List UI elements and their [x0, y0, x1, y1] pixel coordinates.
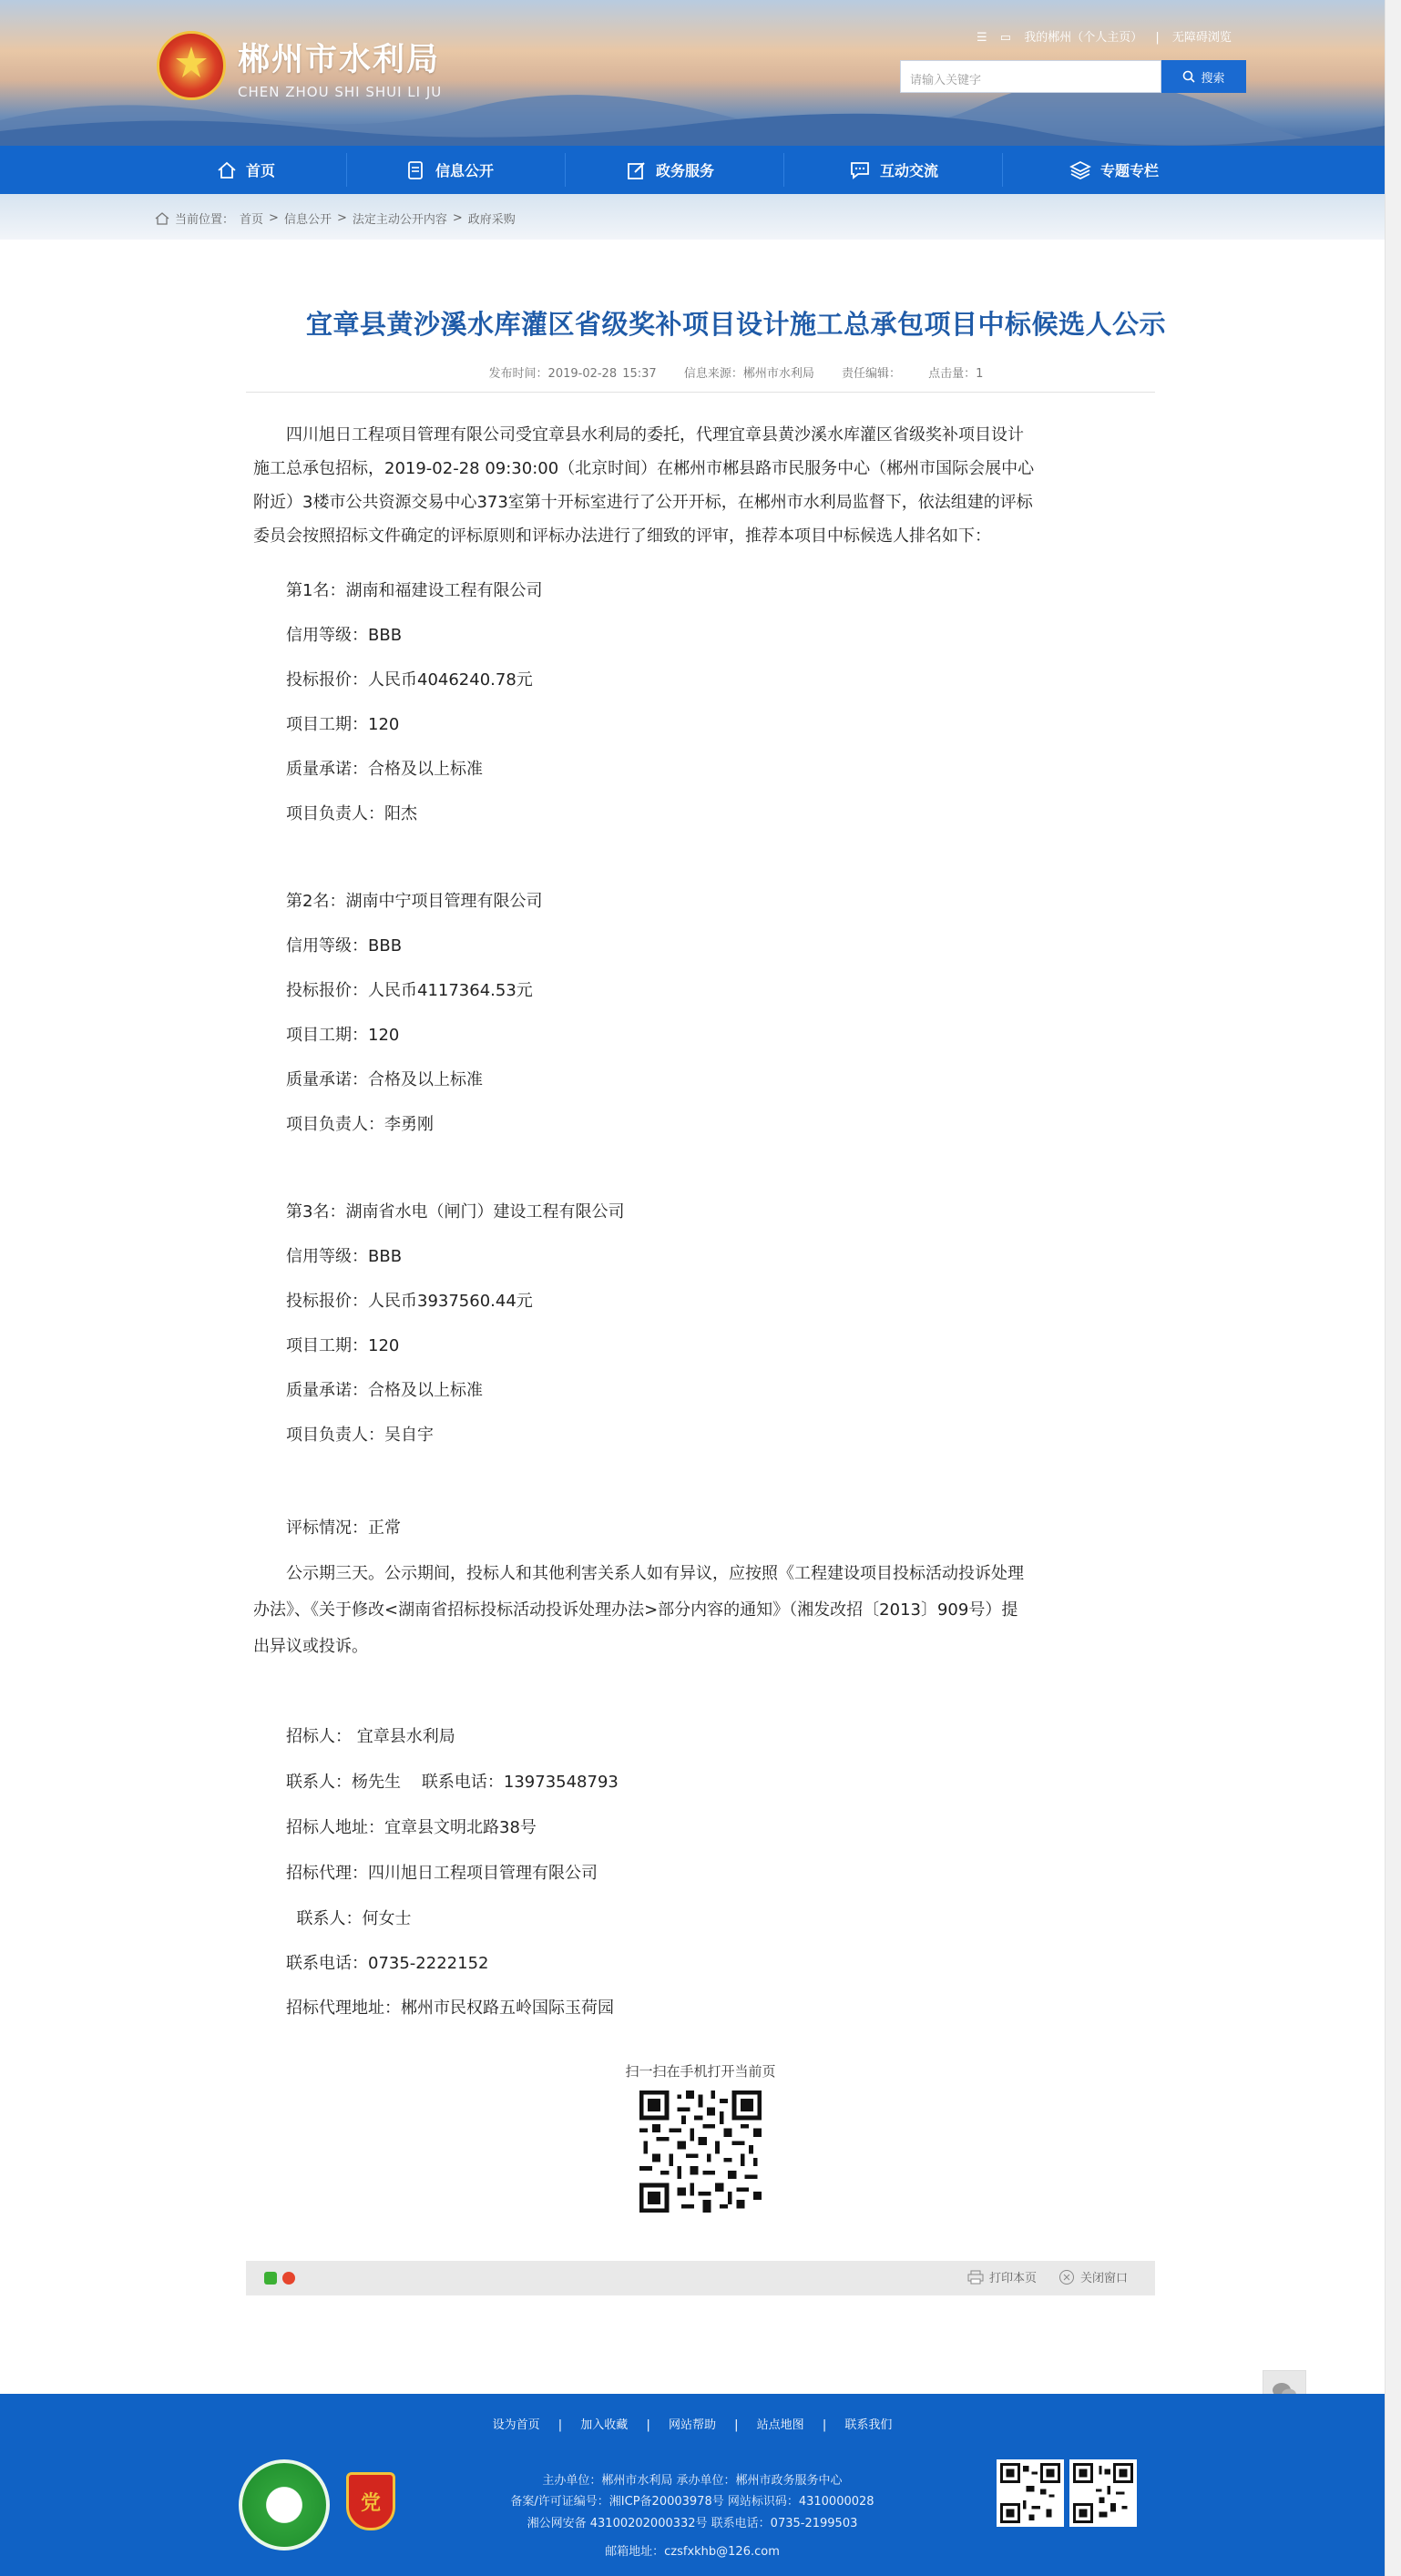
candidate-period: 项目工期：120 — [286, 1026, 400, 1045]
breadcrumb-info-public[interactable]: 信息公开 — [283, 213, 332, 227]
footer-link-contact[interactable]: 联系我们 — [844, 2418, 893, 2432]
breadcrumb-procurement[interactable]: 政府采购 — [467, 213, 516, 227]
printer-icon — [967, 2270, 984, 2285]
footer-link-sitemap[interactable]: 站点地图 — [756, 2418, 804, 2432]
candidate-price: 投标报价：人民币3937560.44元 — [286, 1292, 533, 1311]
layers-icon — [1069, 160, 1091, 180]
nav-special-topics-label: 专题专栏 — [1100, 162, 1160, 179]
candidate-credit: 信用等级：BBB — [286, 936, 403, 956]
contact-line: 招标代理地址：郴州市民权路五岭国际玉荷园 — [286, 1998, 614, 2018]
candidate-credit: 信用等级：BBB — [286, 1247, 403, 1266]
candidate-price: 投标报价：人民币4117364.53元 — [286, 981, 533, 1000]
document-icon — [406, 160, 426, 180]
weibo-share-icon[interactable] — [282, 2272, 295, 2285]
candidate-credit: 信用等级：BBB — [286, 626, 403, 645]
user-icon: ☰ — [977, 31, 987, 45]
breadcrumb-prefix: 当前位置： — [175, 213, 235, 227]
candidate-period: 项目工期：120 — [286, 715, 400, 734]
breadcrumb-home[interactable]: 首页 — [240, 213, 264, 227]
breadcrumb-sep: > — [336, 211, 347, 225]
view-count: 点击量：1 — [928, 367, 984, 381]
nav-home-label: 首页 — [246, 162, 276, 179]
home-icon — [217, 161, 237, 179]
notice-text: 出异议或投诉。 — [253, 1637, 368, 1656]
footer-links — [0, 2415, 1385, 2432]
monitor-icon: ▭ — [999, 31, 1012, 45]
contact-line: 招标人： 宜章县水利局 — [286, 1727, 455, 1746]
home-icon — [155, 212, 169, 225]
article-text: 附近）3楼市公共资源交易中心373室第十开标室进行了公开开标，在郴州市水利局监督下，依法组建的评标 — [253, 493, 1033, 512]
article-text: 委员会按照招标文件确定的评标原则和评标办法进行了细致的评审，推荐本项目中标候选人排名如下： — [253, 526, 991, 546]
contact-line: 联系人：何女士 — [286, 1909, 412, 1928]
publish-time: 发布时间：2019-02-28 15:37 — [488, 367, 657, 381]
footer-police-record: 湘公网安备 43100202000332号 联系电话：0735-2199503 — [527, 2517, 858, 2530]
footer-link-favorite[interactable]: 加入收藏 — [580, 2418, 629, 2432]
candidate-manager: 项目负责人：阳杰 — [286, 804, 417, 823]
candidate-quality: 质量承诺：合格及以上标准 — [286, 760, 483, 779]
divider — [246, 392, 1155, 393]
search-button-label: 搜索 — [1201, 71, 1225, 86]
footer-icp: 备案/许可证编号：湘ICP备20003978号 网站标识码：4310000028 — [510, 2495, 874, 2509]
search-icon — [1182, 70, 1195, 83]
party-badge-logo[interactable]: 党 — [346, 2472, 395, 2530]
top-links — [977, 27, 1241, 45]
qr-label: 扫一扫在手机打开当前页 — [625, 2063, 776, 2080]
footer-link-sep: | — [734, 2418, 739, 2432]
close-window-button[interactable] — [1058, 2268, 1128, 2285]
candidate-manager: 项目负责人：李勇刚 — [286, 1115, 434, 1134]
candidate-period: 项目工期：120 — [286, 1336, 400, 1355]
vertical-scrollbar[interactable] — [1385, 0, 1401, 2576]
candidate-quality: 质量承诺：合格及以上标准 — [286, 1070, 483, 1089]
page-title: 宜章县黄沙溪水库灌区省级奖补项目设计施工总承包项目中标候选人公示 — [305, 309, 1166, 340]
notice-text: 公示期三天。公示期间，投标人和其他利害关系人如有异议，应按照《工程建设项目投标活动投诉处理 — [286, 1564, 1024, 1583]
search-input[interactable]: 请输入关键字 — [900, 60, 1161, 93]
my-chenzhou-link[interactable]: 我的郴州（个人主页） — [1024, 31, 1143, 45]
nav-info-public-label: 信息公开 — [435, 162, 495, 179]
article-meta — [224, 363, 1248, 381]
footer-email: 邮箱地址：czsfxkhb@126.com — [605, 2545, 780, 2559]
nav-special-topics[interactable] — [1069, 146, 1159, 194]
content-panel — [224, 240, 1248, 2335]
footer-qr-code-1 — [997, 2459, 1064, 2527]
candidate-manager: 项目负责人：吴自宇 — [286, 1426, 434, 1445]
nav-home[interactable] — [217, 146, 275, 194]
contact-line: 联系人：杨先生 联系电话：13973548793 — [286, 1773, 619, 1792]
contact-line: 联系电话：0735-2222152 — [286, 1954, 489, 1973]
candidate-rank: 第1名：湖南和福建设工程有限公司 — [286, 581, 543, 600]
footer-link-sep: | — [822, 2418, 827, 2432]
candidate-quality: 质量承诺：合格及以上标准 — [286, 1381, 483, 1400]
nav-interaction-label: 互动交流 — [880, 162, 939, 179]
nav-divider — [565, 153, 566, 187]
info-source: 信息来源：郴州市水利局 — [683, 367, 814, 381]
nav-gov-service[interactable] — [627, 146, 714, 194]
page-qr-code — [639, 2090, 762, 2213]
search-button[interactable] — [1161, 60, 1246, 93]
main-nav — [0, 146, 1385, 194]
breadcrumb-sep: > — [452, 211, 463, 225]
evaluation-status: 评标情况：正常 — [286, 1518, 401, 1538]
contact-line: 招标代理：四川旭日工程项目管理有限公司 — [286, 1864, 598, 1883]
nav-interaction[interactable] — [849, 146, 938, 194]
nav-divider — [783, 153, 784, 187]
nav-info-public[interactable] — [406, 146, 494, 194]
site-subtitle: CHEN ZHOU SHI SHUI LI JU — [238, 84, 443, 100]
article-text: 施工总承包招标，2019-02-28 09:30:00（北京时间）在郴州市郴县路市民服务中心（郴州市国际会展中心 — [253, 459, 1035, 478]
close-icon — [1058, 2269, 1075, 2285]
footer-link-sep: | — [646, 2418, 650, 2432]
print-button[interactable] — [967, 2268, 1037, 2285]
breadcrumb — [155, 210, 516, 227]
editor: 责任编辑： — [842, 367, 902, 381]
footer-link-sep: | — [557, 2418, 563, 2432]
wechat-share-icon[interactable] — [264, 2272, 277, 2285]
chat-icon — [849, 160, 871, 180]
edit-icon — [627, 160, 647, 180]
footer-link-help[interactable]: 网站帮助 — [668, 2418, 716, 2432]
nav-divider — [346, 153, 347, 187]
footer-link-home[interactable]: 设为首页 — [492, 2418, 540, 2432]
print-label: 打印本页 — [989, 2272, 1038, 2285]
notice-text: 办法》、《关于修改<湖南省招标投标活动投诉处理办法>部分内容的通知》（湘发改招〔2013〕909号）提 — [253, 1600, 1018, 1620]
footer-qr-code-2 — [1069, 2459, 1137, 2527]
article-text: 四川旭日工程项目管理有限公司受宜章县水利局的委托，代理宜章县黄沙溪水库灌区省级奖补项目设计 — [286, 425, 1024, 445]
footer-sponsor: 主办单位：郴州市水利局 承办单位：郴州市政务服务中心 — [542, 2474, 843, 2488]
site-title[interactable]: 郴州市水利局 — [238, 42, 441, 78]
accessibility-link[interactable]: 无障碍浏览 — [1171, 31, 1232, 45]
nav-gov-service-label: 政务服务 — [656, 162, 715, 179]
breadcrumb-mandatory[interactable]: 法定主动公开内容 — [352, 213, 447, 227]
breadcrumb-sep: > — [269, 211, 279, 225]
candidate-rank: 第3名：湖南省水电（闸门）建设工程有限公司 — [286, 1202, 625, 1222]
divider: | — [1155, 31, 1160, 45]
candidate-price: 投标报价：人民币4046240.78元 — [286, 670, 533, 690]
contact-line: 招标人地址：宜章县文明北路38号 — [286, 1818, 537, 1837]
close-label: 关闭窗口 — [1080, 2272, 1129, 2285]
candidate-rank: 第2名：湖南中宁项目管理有限公司 — [286, 892, 543, 911]
national-emblem-logo[interactable] — [157, 31, 226, 100]
nav-divider — [1002, 153, 1003, 187]
